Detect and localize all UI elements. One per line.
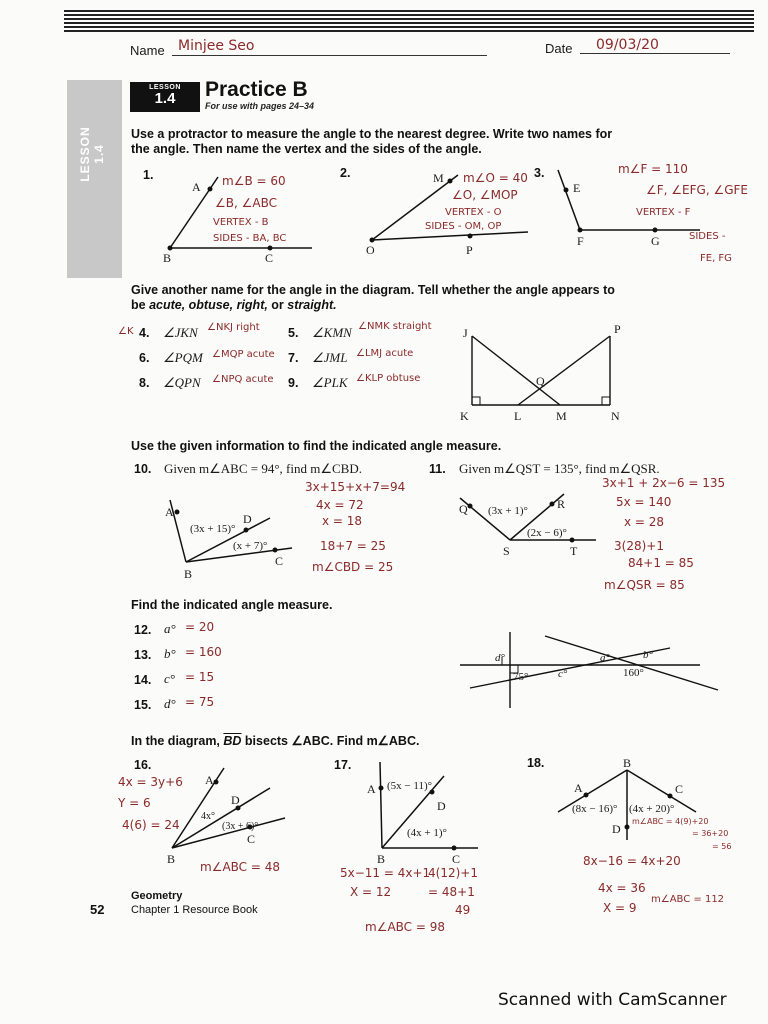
p3-label-g: G xyxy=(651,234,660,248)
p16-label-c: C xyxy=(247,832,256,846)
item-12-var: a° xyxy=(164,621,176,636)
section2-instructions-or: or xyxy=(267,298,288,312)
s2-label-k: K xyxy=(460,409,469,423)
p18-expr1: (8x − 16)° xyxy=(572,803,618,815)
p16-expr1: 4x° xyxy=(201,811,215,822)
date-label: Date xyxy=(545,41,573,56)
p2-answer-vertex: VERTEX - O xyxy=(445,207,502,218)
item-7-number: 7. xyxy=(288,351,299,365)
p16-label-a: A xyxy=(205,773,214,787)
p3-answer-names: ∠F, ∠EFG, ∠GFE xyxy=(646,183,748,197)
p18-work-5: 4x = 36 xyxy=(598,881,646,895)
p17-expr2: (4x + 1)° xyxy=(407,827,447,839)
item-7-angle: ∠JML xyxy=(312,350,348,365)
item-12-number: 12. xyxy=(134,623,152,637)
item-6-number: 6. xyxy=(139,351,150,365)
p17-label-a: A xyxy=(367,782,376,796)
book-subtitle: Chapter 1 Resource Book xyxy=(131,904,258,916)
section3-instructions: Use the given information to find the indicated angle measure. xyxy=(131,439,502,453)
p18-expr2: (4x + 20)° xyxy=(629,803,675,815)
page-title: Practice B xyxy=(205,78,308,101)
p2-label-m: M xyxy=(433,171,444,185)
p10-work-2: 4x = 72 xyxy=(316,498,364,512)
p11-label-s: S xyxy=(503,544,510,558)
p17-label-d: D xyxy=(437,799,446,813)
p10-label-b: B xyxy=(184,567,193,581)
p1-label-a: A xyxy=(192,180,201,194)
problem-1-number: 1. xyxy=(143,168,154,182)
section5-instructions-end: bisects ∠ABC. Find m∠ABC. xyxy=(241,734,420,748)
item-15-var: d° xyxy=(164,696,176,711)
section1-instructions: Use a protractor to measure the angle to the nearest degree. Write two names for the angle. Then name the vertex and the sides of the angle. xyxy=(131,127,613,156)
p18-label-a: A xyxy=(574,781,583,795)
page-subtitle: For use with pages 24–34 xyxy=(205,101,315,111)
p3-label-f: F xyxy=(577,234,584,248)
p18-label-c: C xyxy=(675,782,684,796)
s2-label-q: Q xyxy=(536,374,545,388)
item-15-answer: = 75 xyxy=(185,695,215,709)
item-13-number: 13. xyxy=(134,648,152,662)
page-number: 52 xyxy=(90,902,105,917)
p3-answer-sides: SIDES - xyxy=(689,231,726,242)
item-6-answer: ∠MQP acute xyxy=(212,349,275,360)
section2-margin-note: ∠K xyxy=(118,326,134,337)
item-8-answer: ∠NPQ acute xyxy=(212,374,274,385)
p10-label-d: D xyxy=(243,512,252,526)
p10-work-3: x = 18 xyxy=(322,514,363,528)
item-8-angle: ∠QPN xyxy=(163,375,201,390)
s4-label-160: 160° xyxy=(623,667,644,679)
p18-label-b: B xyxy=(623,756,632,770)
p17-work-5: 49 xyxy=(455,903,471,917)
p3-answer-sides-rays: FE, FG xyxy=(700,253,732,264)
s4-label-b: b° xyxy=(643,649,653,661)
item-5-number: 5. xyxy=(288,326,299,340)
p11-label-t: T xyxy=(570,544,578,558)
problem-11-given: Given m∠QST = 135°, find m∠QSR. xyxy=(459,461,660,476)
p11-work-5: 84+1 = 85 xyxy=(628,556,694,570)
p18-work-3: = 56 xyxy=(712,842,732,851)
s2-label-j: J xyxy=(463,326,468,340)
side-tab-label: LESSON 1.4 xyxy=(78,126,106,182)
item-12-answer: = 20 xyxy=(185,620,215,634)
p11-work-1: 3x+1 + 2x−6 = 135 xyxy=(602,476,726,490)
s2-label-m: M xyxy=(556,409,567,423)
s2-label-l: L xyxy=(514,409,522,423)
problem-11-number: 11. xyxy=(429,462,446,476)
p11-expr1: (3x + 1)° xyxy=(488,505,528,517)
problem-3-number: 3. xyxy=(534,166,545,180)
p17-expr1: (5x − 11)° xyxy=(387,780,433,792)
lesson-number: 1.4 xyxy=(154,90,176,107)
p16-label-d: D xyxy=(231,793,240,807)
s4-label-a: a° xyxy=(600,652,610,664)
item-9-number: 9. xyxy=(288,376,299,390)
s4-label-75: 75° xyxy=(513,671,529,683)
item-14-var: c° xyxy=(164,671,175,686)
lesson-word: LESSON xyxy=(149,84,181,91)
p11-work-3: x = 28 xyxy=(624,515,665,529)
problem-18-number: 18. xyxy=(527,756,545,770)
item-13-var: b° xyxy=(164,646,176,661)
p1-answer-names: ∠B, ∠ABC xyxy=(215,196,277,210)
p16-work-4: m∠ABC = 48 xyxy=(200,860,281,874)
section2-instructions-start: Give another name for the angle in the diagram. Tell whether the angle appears to be xyxy=(131,283,615,312)
p17-work-3: 4(12)+1 xyxy=(428,866,478,880)
p17-label-b: B xyxy=(377,852,386,866)
problem-2-number: 2. xyxy=(340,166,351,180)
p1-answer-measure: m∠B = 60 xyxy=(222,174,286,188)
p16-work-1: 4x = 3y+6 xyxy=(118,775,183,789)
p18-work-2: = 36+20 xyxy=(692,829,729,838)
p2-label-o: O xyxy=(366,243,375,257)
p18-work-6: X = 9 xyxy=(603,901,637,915)
p10-work-5: m∠CBD = 25 xyxy=(312,560,394,574)
p18-work-4: 8x−16 = 4x+20 xyxy=(583,854,681,868)
s4-label-d: d° xyxy=(495,652,505,664)
p18-work-7: m∠ABC = 112 xyxy=(651,894,725,905)
item-4-angle: ∠JKN xyxy=(163,325,198,340)
name-label: Name xyxy=(130,43,165,58)
item-9-answer: ∠KLP obtuse xyxy=(356,373,421,384)
p17-work-6: m∠ABC = 98 xyxy=(365,920,446,934)
p10-expr1: (3x + 15)° xyxy=(190,523,236,535)
problem-10-given: Given m∠ABC = 94°, find m∠CBD. xyxy=(164,461,362,476)
p16-expr2: (3x + 6)° xyxy=(222,821,259,832)
p16-label-b: B xyxy=(167,852,176,866)
p2-answer-names: ∠O, ∠MOP xyxy=(452,188,518,202)
item-8-number: 8. xyxy=(139,376,150,390)
p17-work-2: X = 12 xyxy=(350,885,392,899)
p17-work-4: = 48+1 xyxy=(428,885,475,899)
item-14-answer: = 15 xyxy=(185,670,215,684)
p16-work-3: 4(6) = 24 xyxy=(122,818,180,832)
item-6-angle: ∠PQM xyxy=(163,350,203,365)
p11-work-6: m∠QSR = 85 xyxy=(604,578,685,592)
p10-work-4: 18+7 = 25 xyxy=(320,539,386,553)
p18-work-1: m∠ABC = 4(9)+20 xyxy=(632,817,709,826)
item-4-answer: ∠NKJ right xyxy=(207,322,260,333)
p1-answer-vertex: VERTEX - B xyxy=(213,217,269,228)
book-title: Geometry xyxy=(131,890,183,902)
item-5-answer: ∠NMK straight xyxy=(358,321,432,332)
p2-answer-measure: m∠O = 40 xyxy=(463,171,528,185)
item-13-answer: = 160 xyxy=(185,645,222,659)
p18-label-d: D xyxy=(612,822,621,836)
p1-label-c: C xyxy=(265,251,274,265)
p10-expr2: (x + 7)° xyxy=(233,540,268,552)
section5-instructions-ray: $\overline{BD}$ xyxy=(223,734,242,748)
s2-label-n: N xyxy=(611,409,620,423)
p10-label-a: A xyxy=(165,505,174,519)
p1-label-b: B xyxy=(163,251,172,265)
problem-17-number: 17. xyxy=(334,758,352,772)
p11-label-r: R xyxy=(557,497,566,511)
item-5-angle: ∠KMN xyxy=(312,325,352,340)
s2-label-p: P xyxy=(614,322,621,336)
p3-label-e: E xyxy=(573,181,581,195)
p17-label-c: C xyxy=(452,852,461,866)
item-15-number: 15. xyxy=(134,698,152,712)
p1-answer-sides: SIDES - BA, BC xyxy=(213,233,287,244)
name-value: Minjee Seo xyxy=(178,38,255,54)
section2-instructions-terms: acute, obtuse, right, xyxy=(149,298,268,312)
item-9-angle: ∠PLK xyxy=(312,375,348,390)
section5-instructions-start: In the diagram, xyxy=(131,734,224,748)
p2-label-p: P xyxy=(466,243,473,257)
p3-answer-measure: m∠F = 110 xyxy=(618,162,688,176)
camscanner-watermark: Scanned with CamScanner xyxy=(498,990,727,1010)
p11-expr2: (2x − 6)° xyxy=(527,527,567,539)
item-4-number: 4. xyxy=(139,326,150,340)
p2-answer-sides: SIDES - OM, OP xyxy=(425,221,502,232)
p11-label-q: Q xyxy=(459,502,468,516)
section2-instructions-last: straight. xyxy=(287,298,337,312)
p10-label-c: C xyxy=(275,554,284,568)
item-14-number: 14. xyxy=(134,673,152,687)
p11-work-4: 3(28)+1 xyxy=(614,539,664,553)
date-value: 09/03/20 xyxy=(596,37,659,53)
problem-16-number: 16. xyxy=(134,758,152,772)
p11-work-2: 5x = 140 xyxy=(616,495,672,509)
item-7-answer: ∠LMJ acute xyxy=(356,348,414,359)
s4-label-c: c° xyxy=(558,668,568,680)
p10-work-1: 3x+15+x+7=94 xyxy=(305,480,406,494)
p3-answer-vertex: VERTEX - F xyxy=(636,207,691,218)
problem-10-number: 10. xyxy=(134,462,152,476)
p16-work-2: Y = 6 xyxy=(118,796,151,810)
section4-instructions: Find the indicated angle measure. xyxy=(131,598,333,612)
p17-work-1: 5x−11 = 4x+1 xyxy=(340,866,431,880)
